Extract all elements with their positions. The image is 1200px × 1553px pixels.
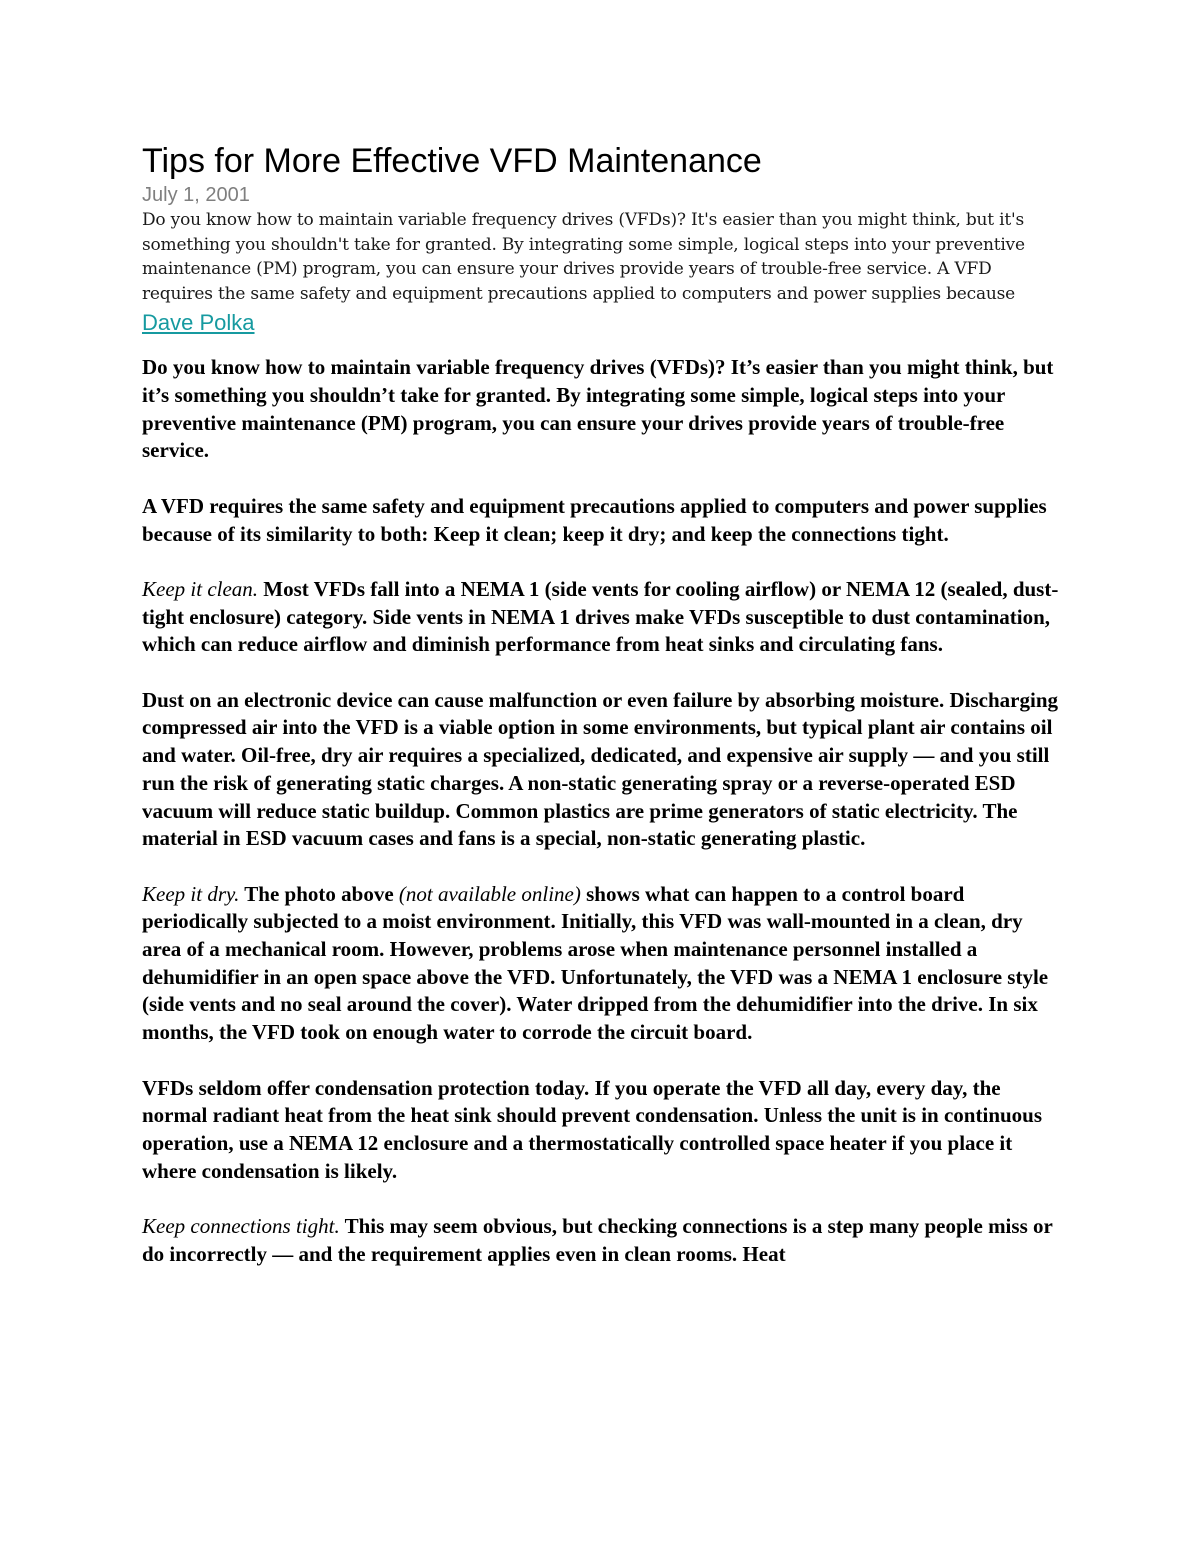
body-paragraph xyxy=(142,1213,1062,1268)
article-summary: Do you know how to maintain variable frequency drives (VFDs)? It's easier than you might think, but it's something you shouldn't take for granted. By integrating some simple, logical steps into your preventive maintenance (PM) program, you can ensure your drives provide years of trouble-free service. A VFD requires the same safety and equipment precautions applied to computers and power supplies because xyxy=(142,210,1025,304)
article xyxy=(142,140,1062,1296)
body-paragraph xyxy=(142,1075,1062,1186)
article-title: Tips for More Effective VFD Maintenance xyxy=(142,142,762,180)
paragraph-lead: Keep connections tight. xyxy=(142,1214,340,1239)
paragraph-text: This may seem obvious, but checking connections is a step many people miss or do incorrectly — and the requirement applies even in clean rooms. Heat xyxy=(142,1214,1053,1266)
paragraph-text: VFDs seldom offer condensation protection today. If you operate the VFD all day, every day, the normal radiant heat from the heat sink should prevent condensation. Unless the unit is in continuous operation, use a NEMA 12 enclosure and a thermostatically controlled space heater if you place it where condensation is likely. xyxy=(142,1075,1043,1183)
paragraph-lead: Keep it clean. xyxy=(142,576,259,601)
author-link[interactable]: Dave Polka xyxy=(142,310,255,336)
paragraph-text: Dust on an electronic device can cause malfunction or even failure by absorbing moisture. Discharging compressed air into the VFD is a viable option in some environments, but typical plant air contains oil and water. Oil-free, dry air requires a specialized, dedicated, and expensive air supply — and you still run the risk of generating static charges. A non-static generating spray or a reverse-operated ESD vacuum will reduce static buildup. Common plastics are prime generators of static electricity. The material in ESD vacuum cases and fans is a special, non-static generating plastic. xyxy=(142,687,1059,851)
paragraph-lead: Keep it dry. xyxy=(142,881,240,906)
article-date: July 1, 2001 xyxy=(142,184,250,206)
paragraph-text: A VFD requires the same safety and equipment precautions applied to computers and power supplies because of its similarity to both: Keep it clean; keep it dry; and keep the connections tight. xyxy=(142,493,1047,546)
body-paragraph xyxy=(142,354,1062,465)
body-paragraph xyxy=(142,687,1062,853)
body-paragraph xyxy=(142,493,1062,548)
paragraph-aside: (not available online) xyxy=(398,881,581,906)
article-body xyxy=(142,354,1062,1268)
body-paragraph xyxy=(142,576,1062,659)
paragraph-text: Most VFDs fall into a NEMA 1 (side vents for cooling airflow) or NEMA 12 (sealed, dust-tight enclosure) category. Side vents in NEMA 1 drives make VFDs susceptible to dust contamination, which can reduce airflow and diminish performance from heat sinks and circulating fans. xyxy=(142,576,1059,657)
paragraph-text-continued: shows what can happen to a control board periodically subjected to a moist environment. Initially, this VFD was wall-mounted in a clean, dry area of a mechanical room. However, problems arose when maintenance personnel installed a dehumidifier in an open space above the VFD. Unfortunately, the VFD was a NEMA 1 enclosure style (side vents and no seal around the cover). Water dripped from the dehumidifier into the drive. In six months, the VFD took on enough water to corrode the circuit board. xyxy=(142,881,1049,1045)
paragraph-text: Do you know how to maintain variable frequency drives (VFDs)? It’s easier than you might think, but it’s something you shouldn’t take for granted. By integrating some simple, logical steps into your preventive maintenance (PM) program, you can ensure your drives provide years of trouble-free service. xyxy=(142,355,1054,463)
body-paragraph xyxy=(142,881,1062,1047)
paragraph-text: The photo above xyxy=(239,881,399,906)
